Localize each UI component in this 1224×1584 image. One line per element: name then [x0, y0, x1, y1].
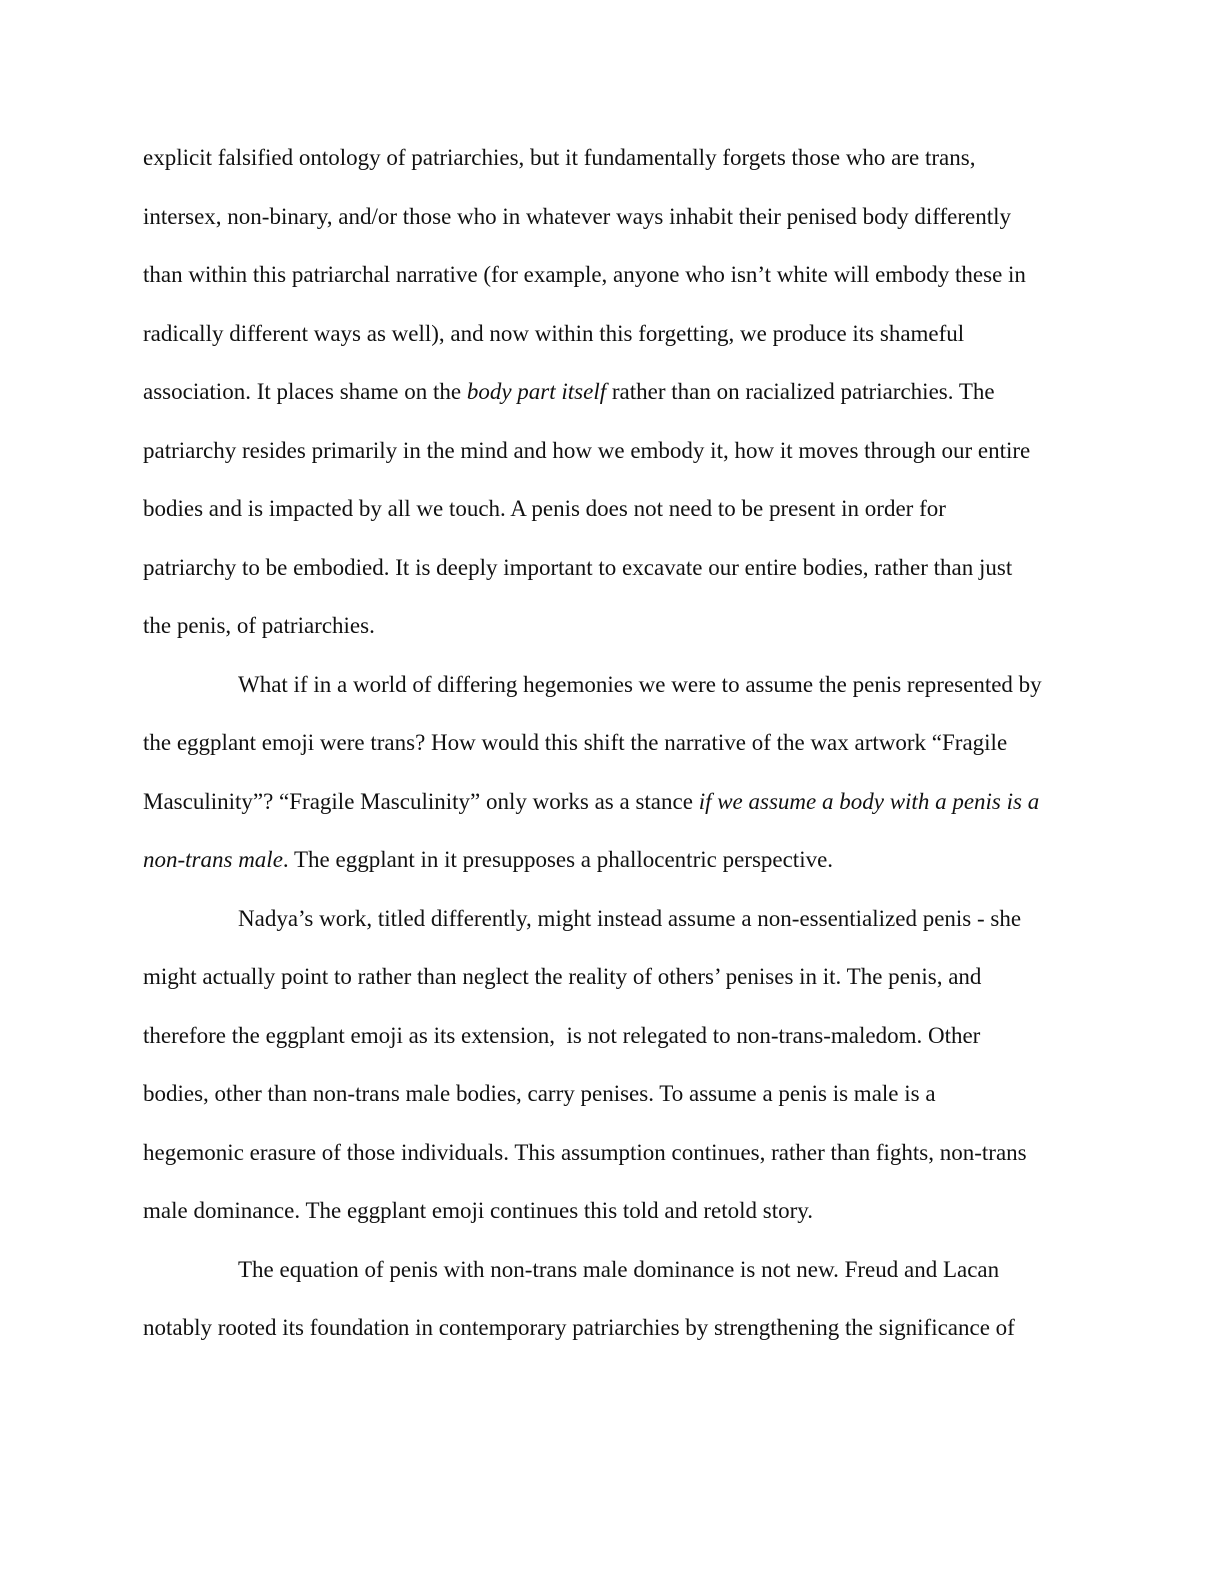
text-line [143, 246, 1083, 305]
text-run: than within this patriarchal narrative (for example, anyone who isn’t white will embody these in [143, 262, 1026, 287]
emphasis-text: if we assume a body with a penis is a [698, 788, 1040, 814]
text-run: Nadya’s work, titled differently, might instead assume a non-essentialized penis - she [238, 905, 1022, 931]
text-line [143, 305, 1083, 364]
text-run: male dominance. The eggplant emoji continues this told and retold story. [143, 1198, 814, 1223]
text-line [143, 129, 1083, 188]
text-line [143, 831, 1083, 890]
text-run: radically different ways as well), and now within this forgetting, we produce its shameful [143, 320, 965, 346]
text-line [143, 1007, 1083, 1066]
body-text [143, 129, 1083, 1358]
text-run: the penis, of patriarchies. [143, 613, 375, 638]
text-line [143, 597, 1083, 656]
paragraph-first-line [143, 1241, 1083, 1300]
text-run: therefore the eggplant emoji as its extension, is not relegated to non-trans-maledom. Other [143, 1022, 981, 1048]
text-line [143, 539, 1083, 598]
text-run: notably rooted its foundation in contemporary patriarchies by strengthening the significance of [143, 1315, 1015, 1340]
text-line [143, 1124, 1083, 1183]
text-line [143, 422, 1083, 481]
text-run: patriarchy to be embodied. It is deeply important to excavate our entire bodies, rather than just [143, 554, 1013, 580]
paragraph-first-line [143, 656, 1083, 715]
text-line [143, 480, 1083, 539]
text-run: The equation of penis with non-trans male dominance is not new. Freud and Lacan [238, 1256, 1000, 1282]
text-run: association. It places shame on the [143, 379, 467, 404]
text-line [143, 188, 1083, 247]
text-run: bodies and is impacted by all we touch. A penis does not need to be present in order for [143, 496, 946, 521]
text-run: the eggplant emoji were trans? How would this shift the narrative of the wax artwork “Fragile [143, 730, 1008, 755]
text-run: rather than on racialized patriarchies. The [606, 379, 995, 404]
text-line [143, 363, 1083, 422]
text-run: . The eggplant in it presupposes a phallocentric perspective. [282, 847, 834, 872]
text-run: Masculinity”? “Fragile Masculinity” only works as a stance [143, 788, 699, 814]
text-run: might actually point to rather than neglect the reality of others’ penises in it. The penis, and [143, 964, 982, 989]
text-run: patriarchy resides primarily in the mind and how we embody it, how it moves through our entire [143, 437, 1031, 463]
emphasis-text: body part itself [466, 379, 607, 404]
text-run: intersex, non-binary, and/or those who in whatever ways inhabit their penised body differently [143, 203, 1012, 229]
text-run: hegemonic erasure of those individuals. This assumption continues, rather than fights, non-trans [143, 1139, 1027, 1165]
text-run: explicit falsified ontology of patriarchies, but it fundamentally forgets those who are trans, [143, 145, 976, 170]
paragraph-first-line [143, 890, 1083, 949]
text-line [143, 773, 1083, 832]
text-run: bodies, other than non-trans male bodies, carry penises. To assume a penis is male is a [143, 1081, 936, 1106]
text-line [143, 1182, 1083, 1241]
text-line [143, 1065, 1083, 1124]
emphasis-text: non-trans male [143, 847, 283, 872]
text-line [143, 714, 1083, 773]
text-line [143, 1299, 1083, 1358]
text-run: What if in a world of differing hegemonies we were to assume the penis represented by [238, 671, 1042, 697]
text-line [143, 948, 1083, 1007]
